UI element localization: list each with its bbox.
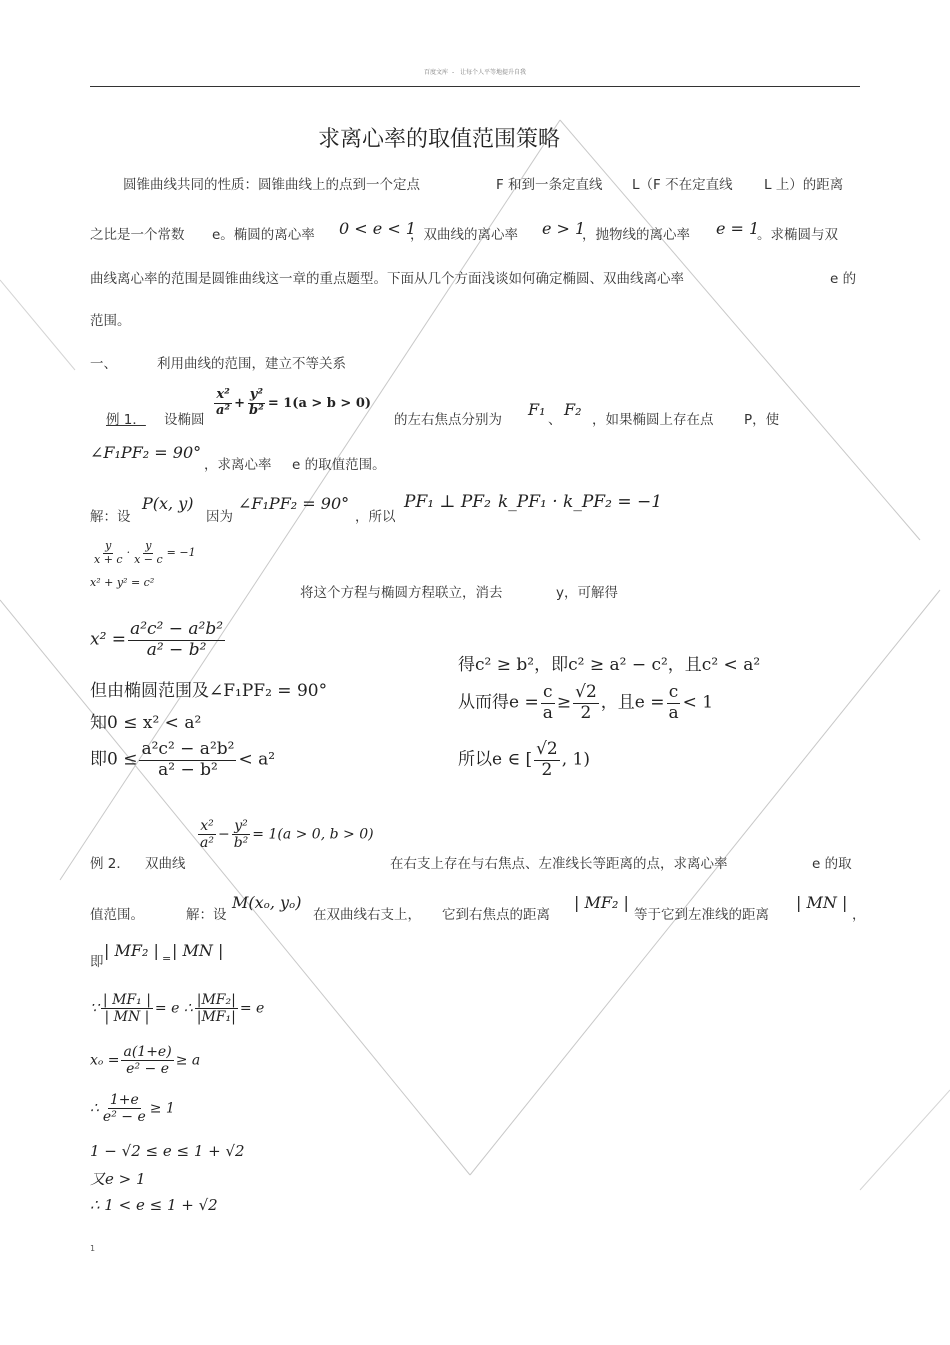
section1-heading: 利用曲线的范围，建立不等关系 (157, 356, 346, 372)
hyperbola-equation: $\frac{\text{x²}}{\text{a²}}$ − $\frac{\text{y²}}{\text{b²}}$ = 1(a > 0, b > 0) (200, 818, 374, 852)
example1-text6: e 的取值范围。 (292, 457, 386, 473)
intro-line1-d: L 上）的距离 (764, 177, 844, 193)
example2-line3-a: 即 (90, 954, 104, 970)
angle-condition: ∠F₁PF₂ = 90° (90, 443, 202, 462)
intro-line3-a: 曲线离心率的范围是圆锥曲线这一章的重点题型。下面从几个方面浅谈如何确定椭圆、双曲线离心率 (90, 271, 684, 287)
example2-text3: e 的取 (812, 856, 852, 872)
page-number: 1 (90, 1244, 96, 1253)
example2-text1: 双曲线 (145, 856, 186, 872)
derive-e-range: 从而得e = $\frac{c}{a}$ ≥ $\frac{√2}{2}$ ，且e = $\frac{c}{a}$ < 1 (458, 682, 714, 723)
know-range-line: 知0 ≤ x² < a² (90, 713, 202, 733)
fraction-inequality: ∴ $\frac{1+e}{\text{e² − e}}$ ≥ 1 (90, 1092, 175, 1126)
result-e-interval: 所以e ∈ [ $\frac{√2}{2}$ , 1) (458, 739, 591, 780)
point-m: M(xₒ, yₒ) (232, 893, 302, 912)
distance-mf2: | MF₂ | (574, 893, 629, 912)
solution1-text1: 解：设 (90, 509, 131, 525)
e-bounds: 1 − √2 ≤ e ≤ 1 + √2 (90, 1142, 245, 1160)
example1-text5: ，求离心率 (204, 457, 272, 473)
header-rule (90, 86, 860, 87)
system-eq1: $\frac{y}{x + c}$ · $\frac{y}{x - c}$ = −1 (94, 539, 196, 566)
example2-line2-f: ， (852, 907, 866, 923)
page-title: 求离心率的取值范围策略 (318, 127, 561, 152)
parabola-ecc-math: e = 1 (716, 219, 760, 238)
header-left: 百度文库 (424, 69, 449, 76)
mn-abs: | MN | (172, 941, 224, 960)
ratio-relation: ∵ $\frac{\text{| MF₁ |}}{| MN |}$ = e ∴ $\frac{\text{|MF₂|}}{\text{|MF₁|}}$ = e (90, 992, 265, 1026)
example2-line2-b: 解：设 (186, 907, 227, 923)
example1-text1: 设椭圆 (164, 412, 205, 428)
solution1-text4: 将这个方程与椭圆方程联立，消去 (300, 585, 503, 601)
solution1-text2: 因为 (206, 509, 233, 525)
e-greater-one: 又e > 1 (90, 1170, 146, 1188)
header-right: 让每个人平等地提升自我 (460, 69, 527, 76)
ellipse-equation: $\frac{\text{x²}}{\text{a²}}$ + $\frac{\text{y²}}{\text{b²}}$ = 1(a > b > 0) (216, 387, 372, 418)
equals-sign: = (162, 952, 172, 965)
header-separator: - (452, 69, 455, 76)
focus-f2: F₂ (564, 400, 582, 419)
intro-line1-b: F 和到一条定直线 (496, 177, 603, 193)
ie-inequality: 即0 ≤ $\frac{\text{a²c² − a²b²}}{\text{a² − b²}}$ < a² (90, 739, 276, 780)
example2-line2-a: 值范围。 (90, 907, 144, 923)
slope-product: k_PF₁ · k_PF₂ = −1 (498, 492, 663, 512)
mf2-abs: | MF₂ | (104, 941, 159, 960)
derive-c-squared: 得c² ≥ b²，即c² ≥ a² − c²，且c² < a² (458, 655, 761, 675)
example2-label: 例 2． (90, 856, 130, 872)
intro-line1-a: 圆锥曲线共同的性质：圆锥曲线上的点到一个定点 (123, 177, 420, 193)
intro-line3-b: e 的 (830, 271, 857, 287)
intro-line2-b: e。椭圆的离心率 (212, 227, 315, 243)
example1-text2: 的左右焦点分别为 (394, 412, 502, 428)
example2-line2-d: 它到右焦点的距离 (442, 907, 550, 923)
solution1-text5: y，可解得 (556, 585, 618, 601)
intro-line2-a: 之比是一个常数 (90, 227, 185, 243)
but-range-line: 但由椭圆范围及∠F₁PF₂ = 90° (90, 681, 328, 701)
intro-line2-e: 。求椭圆与双 (757, 227, 838, 243)
distance-mn: | MN | (796, 893, 848, 912)
solution1-angle: ∠F₁PF₂ = 90° (238, 494, 350, 513)
example2-text2: 在右支上存在与右焦点、左准线长等距离的点，求离心率 (390, 856, 728, 872)
example2-line2-e: 等于它到左准线的距离 (634, 907, 769, 923)
hyperbola-ecc-math: e > 1 (542, 219, 586, 238)
example1-dot: 、 (548, 412, 562, 428)
focus-f1: F₁ (528, 400, 546, 419)
intro-line4: 范围。 (90, 313, 131, 329)
solution1-text3: ，所以 (355, 509, 396, 525)
intro-line1-c: L（F 不在定直线 (632, 177, 733, 193)
perpendicular: PF₁ ⊥ PF₂ (404, 492, 491, 512)
ellipse-ecc-math: 0 < e < 1 (339, 219, 416, 238)
example1-text3: ，如果椭圆上存在点 (592, 412, 714, 428)
x-squared-formula: x² = $\frac{\text{a²c² − a²b²}}{\text{a² − b²}}$ (90, 619, 224, 660)
point-p: P(x, y) (142, 494, 194, 513)
x0-inequality: xₒ = $\frac{a(1+e)}{\text{e² − e}}$ ≥ a (90, 1044, 201, 1078)
intro-line2-d: ，抛物线的离心率 (582, 227, 690, 243)
example2-line2-c: 在双曲线右支上， (313, 907, 421, 923)
system-eq2: x² + y² = c² (90, 576, 155, 589)
intro-line2-c: ，双曲线的离心率 (410, 227, 518, 243)
example1-label: 例 1． (106, 412, 146, 428)
example1-text4: P，使 (744, 412, 780, 428)
section1-number: 一、 (90, 356, 117, 372)
final-answer: ∴ 1 < e ≤ 1 + √2 (90, 1196, 218, 1214)
